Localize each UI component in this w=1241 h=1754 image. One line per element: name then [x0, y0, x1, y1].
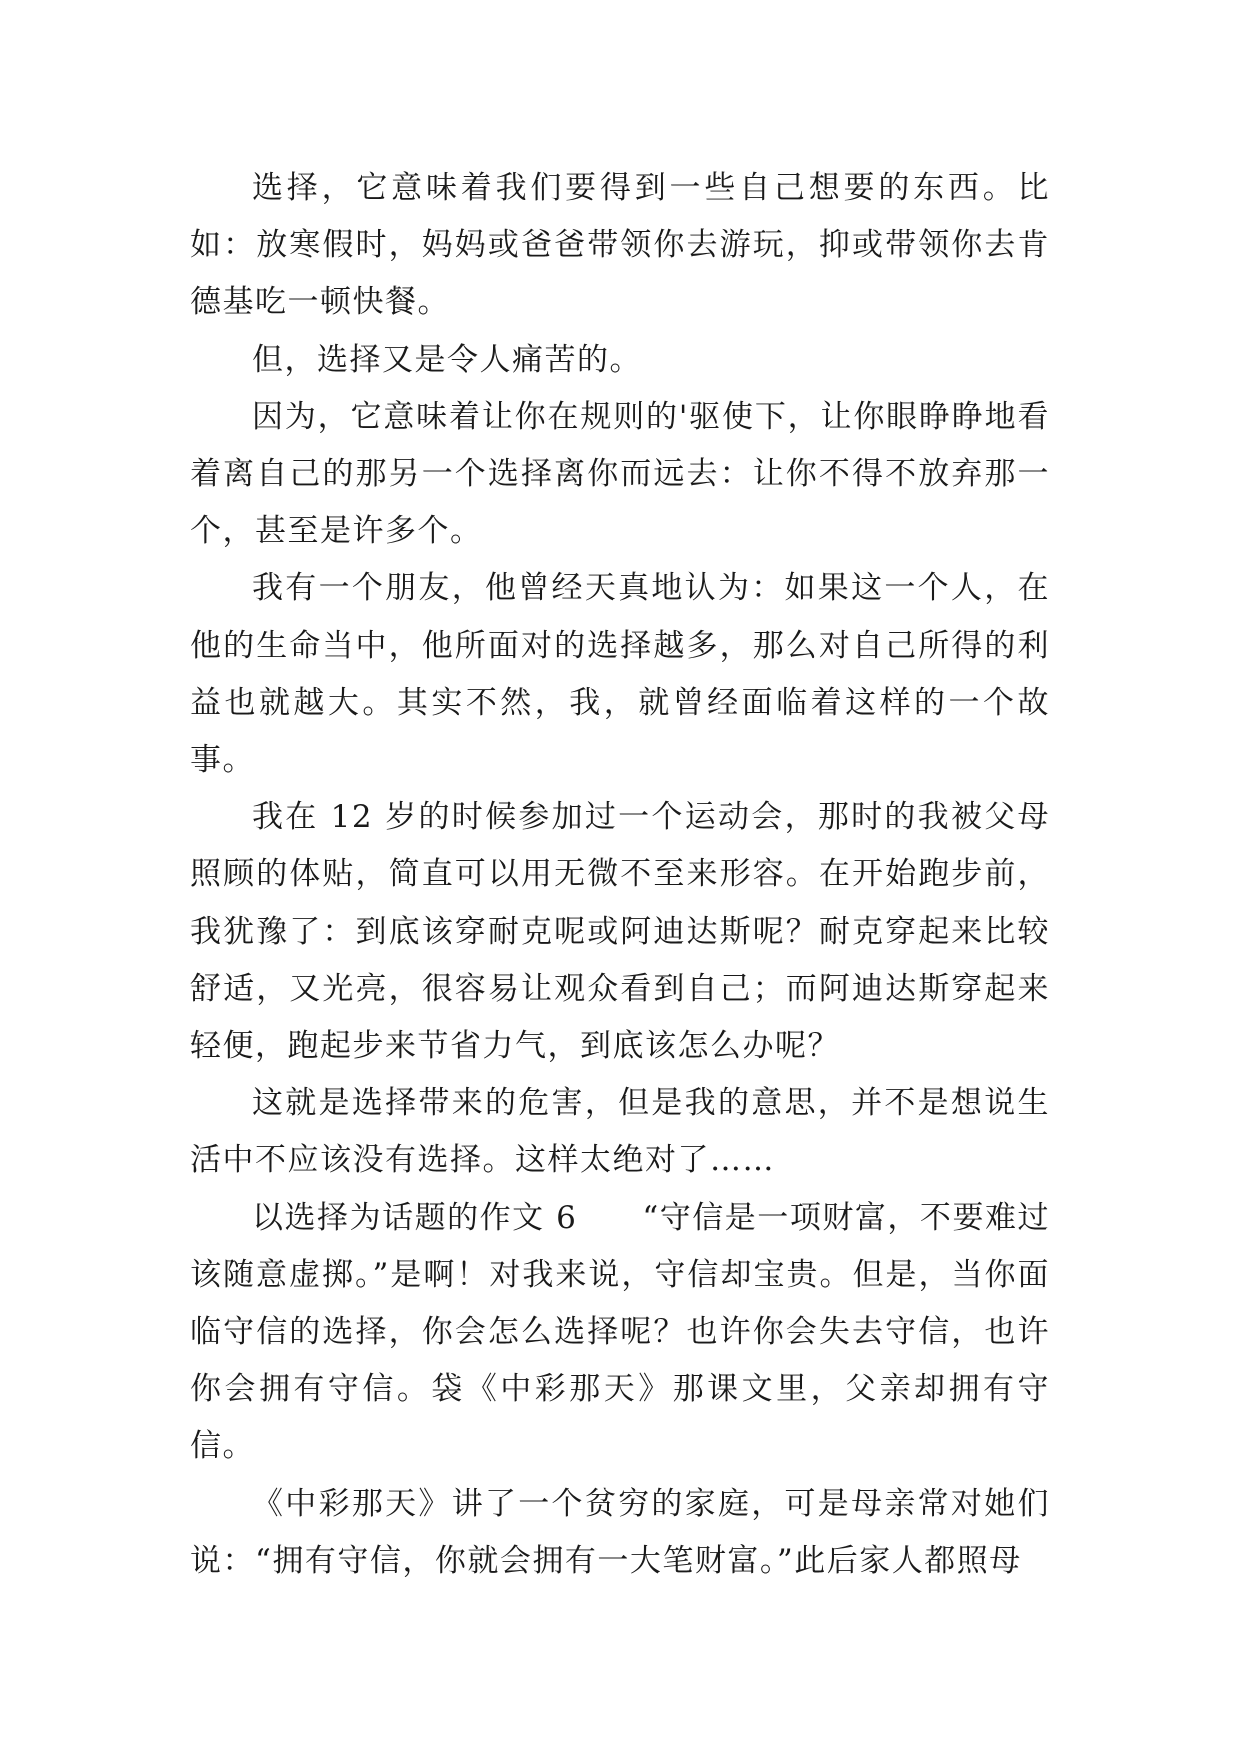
paragraph-2: 但，选择又是令人痛苦的。 — [252, 341, 642, 378]
paragraph-3: 因为，它意味着让你在规则的'驱使下，让你眼睁睁地看着离自己的那另一个选择离你而远去：让你不得不放弃那一个，甚至是许多个。 — [190, 398, 1050, 550]
paragraph-7: 以选择为话题的作文 6 “守信是一项财富，不要难过该随意虚掷。”是啊！对我来说，守信却宝贵。但是，当你面临守信的选择，你会怎么选择呢？也许你会失去守信，也许你会拥有守信。袋《中彩那天》那课文里，父亲却拥有守信。 — [190, 1199, 1050, 1465]
document-body — [190, 160, 1050, 1590]
paragraph-6: 这就是选择带来的危害，但是我的意思，并不是想说生活中不应该没有选择。这样太绝对了…… — [190, 1085, 1050, 1179]
paragraph-1: 选择，它意味着我们要得到一些自己想要的东西。比如：放寒假时，妈妈或爸爸带领你去游玩，抑或带领你去肯德基吃一顿快餐。 — [190, 170, 1050, 321]
paragraph-5: 我在 12 岁的时候参加过一个运动会，那时的我被父母照顾的体贴，简直可以用无微不至来形容。在开始跑步前，我犹豫了：到底该穿耐克呢或阿迪达斯呢？耐克穿起来比较舒适，又光亮，很容易让观众看到自己；而阿迪达斯穿起来轻便，跑起步来节省力气，到底该怎么办呢？ — [190, 799, 1050, 1065]
paragraph-8: 《中彩那天》讲了一个贫穷的家庭，可是母亲常对她们说：“拥有守信，你就会拥有一大笔财富。”此后家人都照母 — [190, 1485, 1050, 1579]
paragraph-4: 我有一个朋友，他曾经天真地认为：如果这一个人，在他的生命当中，他所面对的选择越多，那么对自己所得的利益也就越大。其实不然，我，就曾经面临着这样的一个故事。 — [190, 570, 1050, 779]
